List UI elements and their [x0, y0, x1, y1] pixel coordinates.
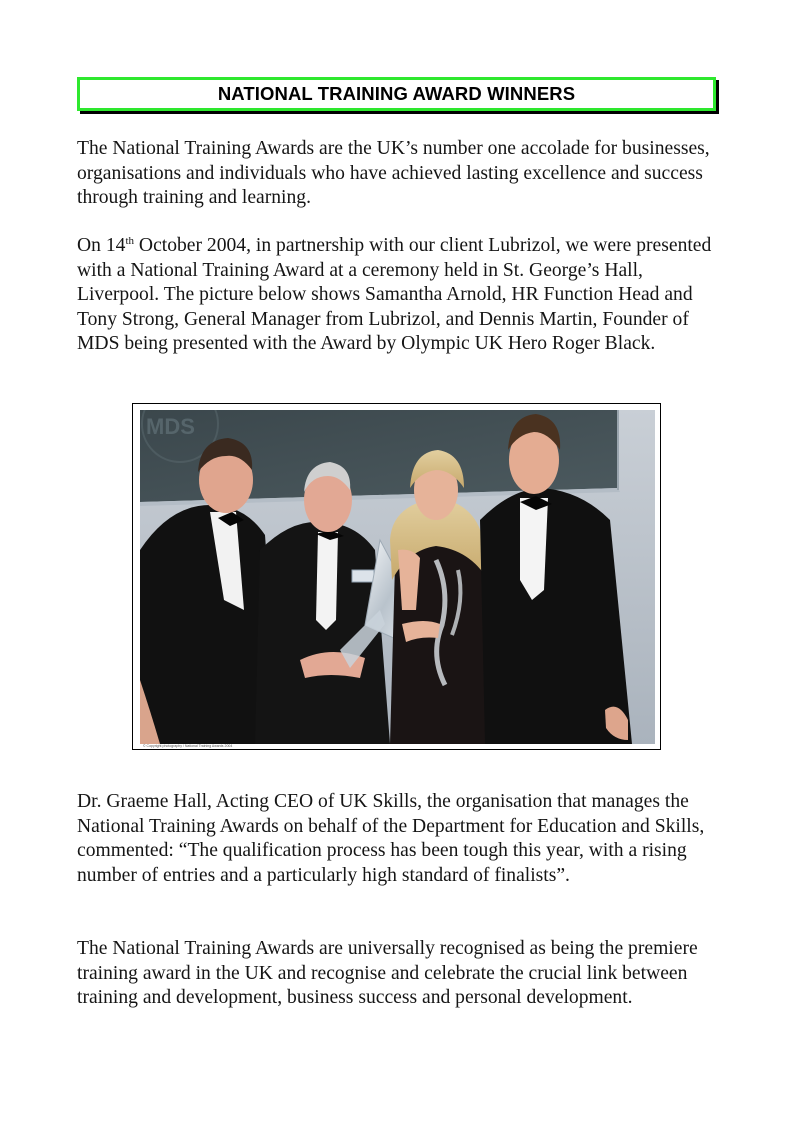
page-title: NATIONAL TRAINING AWARD WINNERS [217, 83, 576, 104]
closing-paragraph: The National Training Awards are universally recognised as being the premiere training award in the UK and recognise and celebrate the crucial link between training and development, business success and personal development. [77, 938, 698, 1009]
ceo-quote-paragraph: Dr. Graeme Hall, Acting CEO of UK Skills, the organisation that manages the National Training Awards on behalf of the Department for Education and Skills, commented: “The qualification process has been tough this year, with a rising number of entries and a particularly high standard of finalists”. [77, 791, 705, 886]
title-banner [77, 77, 716, 111]
ordinal-superscript: th [125, 235, 135, 247]
award-photo-frame [132, 403, 661, 750]
award-photo-illustration [140, 410, 655, 744]
intro-paragraph: The National Training Awards are the UK’s number one accolade for businesses, organisations and individuals who have achieved lasting excellence and success through training and learning. [77, 138, 710, 209]
svg-text:MDS: MDS [146, 414, 195, 439]
ceremony-text: October 2004, in partnership with our client Lubrizol, we were presented with a National Training Award at a ceremony held in St. George’s Hall, Liverpool. The picture below shows Samantha Arnold, HR Function Head and Tony Strong, General Manager from Lubrizol, and Dennis Martin, Founder of MDS being presented with the Award by Olympic UK Hero Roger Black. [77, 235, 712, 355]
photo-credit: © Copyright photography / National Training Awards 2004 [143, 744, 233, 748]
date-prefix: On 14 [77, 235, 126, 256]
award-ceremony-paragraph [77, 234, 727, 357]
award-photo [140, 410, 655, 744]
